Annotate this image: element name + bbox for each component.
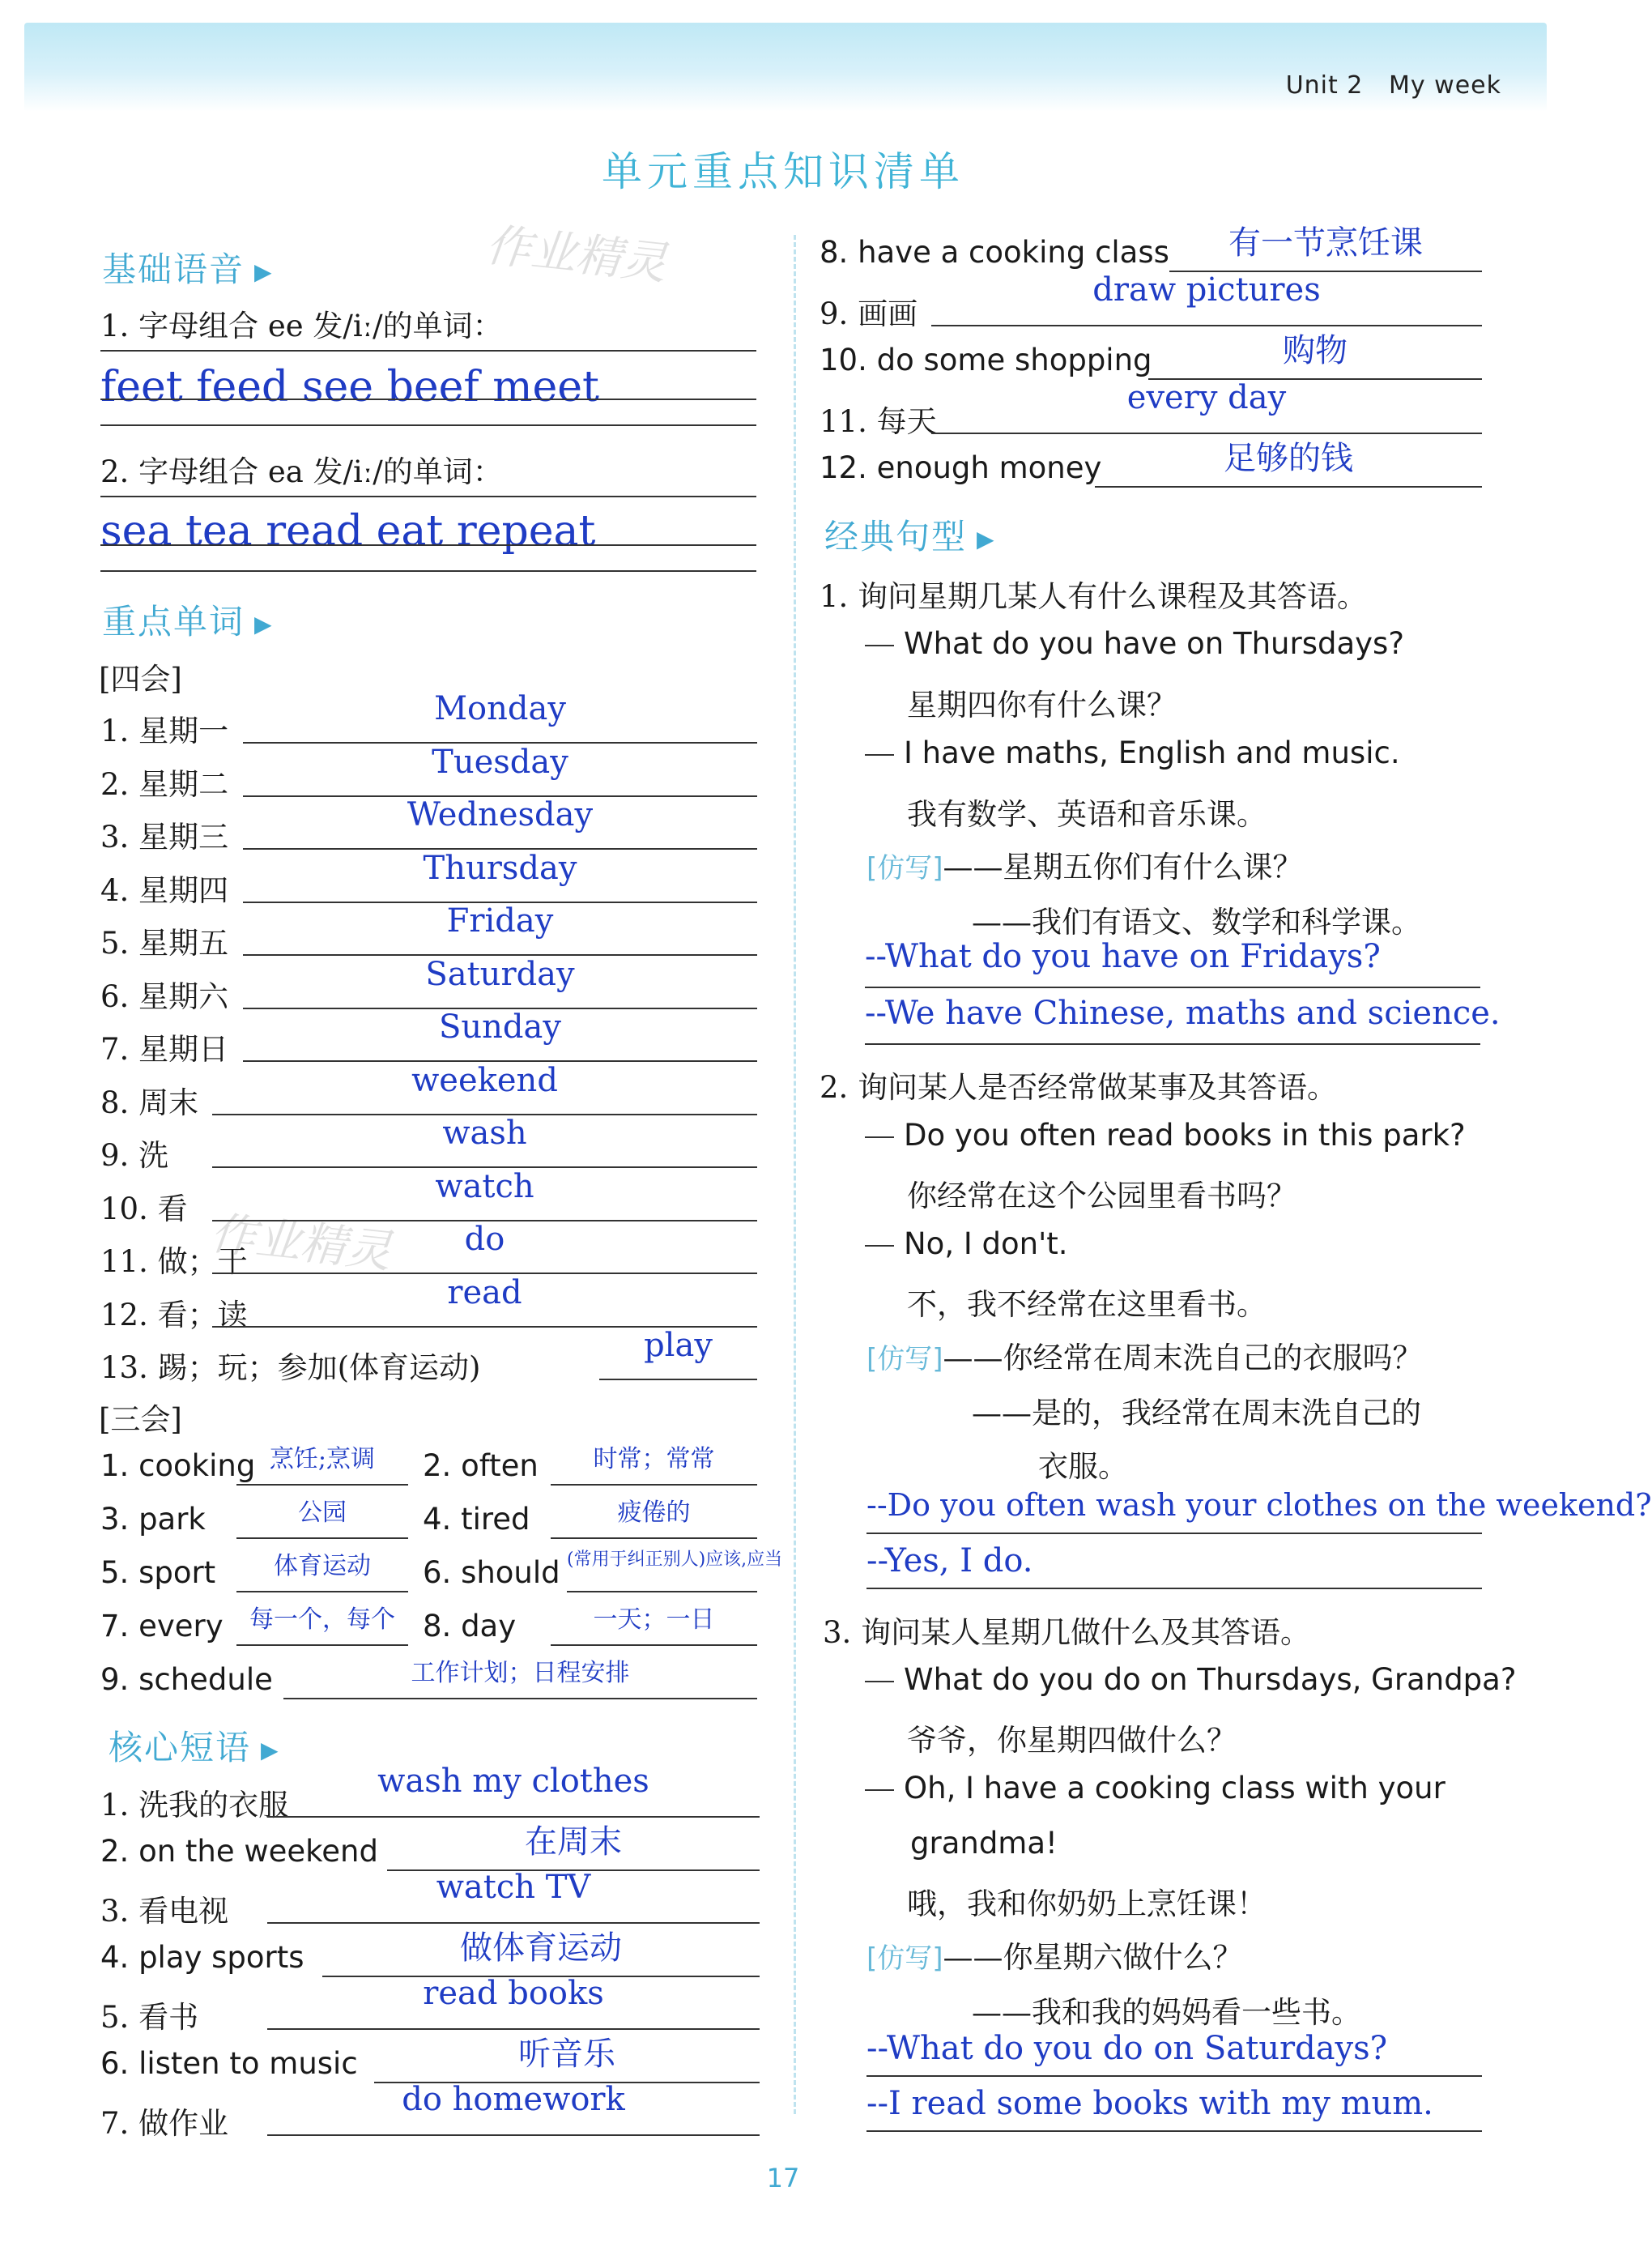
phrase-prompt: 8. have a cooking class (820, 235, 1169, 270)
pattern-1-answer-cn: 我有数学、英语和音乐课。 (907, 797, 1267, 832)
word-answer: watch (435, 1167, 534, 1205)
phonics-answer-1: feet feed see beef meet (100, 363, 599, 411)
phrase-answer: watch TV (436, 1869, 591, 1906)
phrase-prompt: 6. listen to music (100, 2045, 358, 2081)
answer-line (866, 2075, 1482, 2077)
pattern-3-heading: 3. 询问某人星期几做什么及其答语。 (823, 1615, 1311, 1650)
word-answer: 烹饪;烹调 (269, 1445, 376, 1473)
answer-line (236, 1537, 408, 1539)
phrase-answer: 做体育运动 (460, 1929, 622, 1967)
pattern-1-answer: I have maths, English and music. (865, 735, 1400, 770)
word-answer: play (644, 1327, 713, 1364)
word-prompt: 9. 洗 (100, 1138, 169, 1173)
pattern-2-question-cn: 你经常在这个公园里看书吗？ (907, 1179, 1296, 1213)
pattern-1-imitate-a: ——我们有语文、数学和科学课。 (972, 905, 1421, 940)
word-prompt: 6. should (423, 1555, 560, 1590)
word-prompt: 7. every (100, 1609, 224, 1643)
phrase-prompt: 9. 画画 (820, 296, 918, 331)
answer-line (100, 570, 756, 572)
phrase-answer: every day (1126, 378, 1287, 416)
answer-line (866, 2130, 1482, 2132)
answer-line (283, 1698, 757, 1699)
pattern-3-answer-cont: grandma! (910, 1826, 1058, 1861)
answer-line (100, 399, 756, 400)
answer-line (236, 1484, 408, 1486)
phrase-answer: 在周末 (525, 1823, 622, 1861)
pattern-1-answer-line-1: --What do you have on Fridays? (865, 938, 1381, 975)
pattern-3-question-cn: 爷爷，你星期四做什么？ (907, 1723, 1237, 1758)
word-answer: Monday (434, 690, 566, 727)
phrase-answer: 足够的钱 (1224, 440, 1353, 477)
word-prompt: 4. tired (423, 1502, 530, 1537)
pattern-2-imitate-a: ——是的，我经常在周末洗自己的 (972, 1396, 1421, 1430)
section-words-title: 重点单词 ▶ (102, 602, 274, 642)
answer-line (100, 424, 756, 426)
pattern-2-question: Do you often read books in this park? (865, 1118, 1466, 1153)
phrase-answer: draw pictures (1092, 271, 1321, 309)
watermark: 作业精灵 (207, 1207, 394, 1279)
answer-line (100, 544, 756, 546)
phrase-prompt: 12. enough money (820, 450, 1102, 485)
section-phonics-title: 基础语音 ▶ (102, 249, 274, 289)
answer-line (236, 1644, 408, 1646)
play-icon: ▶ (254, 258, 274, 285)
answer-line (865, 987, 1480, 988)
pattern-3-answer-cn: 哦，我和你奶奶上烹饪课！ (907, 1886, 1267, 1921)
pattern-3-question: What do you do on Thursdays, Grandpa? (865, 1662, 1516, 1697)
pattern-1-question: What do you have on Thursdays? (865, 626, 1404, 661)
word-answer: Friday (446, 902, 554, 940)
word-answer: 时常；常常 (593, 1445, 715, 1473)
column-divider (794, 235, 796, 2114)
answer-line (100, 496, 756, 497)
word-answer: (常用于纠正别人)应该,应当 (567, 1550, 783, 1570)
unit-label: Unit 2 My week (1285, 71, 1501, 100)
word-prompt: 1. cooking (100, 1448, 256, 1483)
phrase-prompt: 1. 洗我的衣服 (100, 1788, 289, 1823)
phrase-answer: wash my clothes (377, 1763, 649, 1800)
pattern-1-imitate-q: [仿写]——星期五你们有什么课？ (866, 850, 1303, 885)
answer-line (267, 2134, 760, 2136)
answer-line (551, 1537, 757, 1539)
pattern-2-answer: No, I don't. (865, 1226, 1068, 1261)
word-answer: wash (442, 1115, 527, 1152)
word-prompt: 5. sport (100, 1555, 216, 1590)
word-prompt: 7. 星期日 (100, 1032, 229, 1067)
word-prompt: 5. 星期五 (100, 926, 229, 961)
word-prompt: 1. 星期一 (100, 714, 229, 748)
play-icon: ▶ (977, 526, 996, 552)
answer-line (100, 350, 756, 352)
word-prompt: 9. schedule (100, 1662, 273, 1697)
pattern-3-answer-line-2: --I read some books with my mum. (866, 2085, 1433, 2122)
phonics-question-2: 2. 字母组合 ea 发/iː/的单词： (100, 454, 503, 489)
word-prompt: 3. 星期三 (100, 820, 229, 855)
word-prompt: 8. 周末 (100, 1085, 199, 1120)
answer-line (865, 1043, 1480, 1045)
three-skills-label: [三会] (99, 1402, 182, 1437)
answer-line (551, 1484, 757, 1486)
page-number: 17 (766, 2163, 800, 2193)
pattern-3-imitate-a: ——我和我的妈妈看一些书。 (972, 1995, 1361, 2030)
pattern-3-imitate-q: [仿写]——你星期六做什么？ (866, 1940, 1243, 1975)
word-prompt: 11. 做；干 (100, 1244, 248, 1279)
word-answer: weekend (411, 1061, 558, 1099)
word-answer: do (464, 1221, 505, 1258)
answer-line (1095, 486, 1482, 488)
word-prompt: 3. park (100, 1502, 206, 1537)
answer-line (567, 1591, 757, 1592)
phrase-answer: 购物 (1283, 332, 1348, 369)
word-answer: 一天；一日 (593, 1605, 715, 1634)
answer-line (599, 1379, 757, 1380)
pattern-1-answer-line-2: --We have Chinese, maths and science. (865, 995, 1501, 1032)
word-answer: Saturday (425, 955, 575, 993)
word-prompt: 6. 星期六 (100, 978, 229, 1014)
word-prompt: 8. day (423, 1609, 517, 1643)
phrase-answer: 有一节烹饪课 (1228, 224, 1423, 262)
pattern-1-heading: 1. 询问星期几某人有什么课程及其答语。 (820, 579, 1368, 614)
phrase-prompt: 2. on the weekend (100, 1833, 378, 1869)
answer-line (866, 1588, 1482, 1589)
phrase-answer: do homework (402, 2081, 625, 2118)
word-answer: 体育运动 (274, 1552, 371, 1580)
word-answer: 疲倦的 (617, 1498, 691, 1527)
word-prompt: 13. 踢；玩；参加(体育运动) (100, 1350, 481, 1385)
page-title: 单元重点知识清单 (602, 148, 964, 195)
word-answer: 工作计划；日程安排 (411, 1659, 630, 1687)
phrase-prompt: 5. 看书 (100, 2000, 199, 2035)
phonics-answer-2: sea tea read eat repeat (100, 507, 596, 556)
pattern-2-answer-line-1: --Do you often wash your clothes on the weekend? (866, 1487, 1652, 1523)
section-patterns-title: 经典句型 ▶ (824, 517, 996, 556)
play-icon: ▶ (261, 1737, 280, 1763)
pattern-1-question-cn: 星期四你有什么课？ (907, 688, 1177, 723)
word-answer: Tuesday (432, 743, 568, 781)
phrase-prompt: 10. do some shopping (820, 343, 1152, 377)
pattern-3-answer-line-1: --What do you do on Saturdays? (866, 2030, 1388, 2067)
pattern-2-imitate-q: [仿写]——你经常在周末洗自己的衣服吗？ (866, 1341, 1423, 1375)
section-phrases-title: 核心短语 ▶ (109, 1728, 280, 1767)
phrase-answer: 听音乐 (518, 2035, 615, 2073)
word-answer: 公园 (298, 1498, 347, 1527)
word-answer: Thursday (423, 849, 577, 887)
pattern-3-answer: Oh, I have a cooking class with your (865, 1771, 1446, 1805)
phrase-prompt: 11. 每天 (820, 403, 937, 439)
word-prompt: 12. 看；读 (100, 1297, 248, 1332)
four-skills-label: [四会] (99, 662, 182, 697)
word-prompt: 2. 星期二 (100, 766, 229, 802)
answer-line (236, 1591, 408, 1592)
phrase-answer: read books (423, 1975, 604, 2012)
pattern-2-imitate-a-cont: 衣服。 (1038, 1449, 1128, 1484)
pattern-2-answer-line-2: --Yes, I do. (866, 1542, 1033, 1580)
word-answer: 每一个，每个 (249, 1605, 395, 1634)
word-answer: read (447, 1273, 522, 1311)
pattern-2-answer-cn: 不，我不经常在这里看书。 (907, 1287, 1267, 1322)
phrase-prompt: 3. 看电视 (100, 1894, 229, 1929)
play-icon: ▶ (254, 611, 274, 637)
phrase-prompt: 7. 做作业 (100, 2106, 229, 2141)
answer-line (551, 1644, 757, 1646)
answer-line (866, 1533, 1482, 1534)
word-prompt: 2. often (423, 1448, 539, 1483)
phrase-prompt: 4. play sports (100, 1939, 304, 1975)
word-answer: Sunday (439, 1008, 561, 1046)
word-prompt: 10. 看 (100, 1191, 188, 1226)
phonics-question-1: 1. 字母组合 ee 发/iː/的单词： (100, 309, 503, 343)
watermark: 作业精灵 (483, 219, 670, 291)
pattern-2-heading: 2. 询问某人是否经常做某事及其答语。 (820, 1070, 1338, 1105)
word-prompt: 4. 星期四 (100, 872, 229, 908)
word-answer: Wednesday (407, 796, 594, 833)
